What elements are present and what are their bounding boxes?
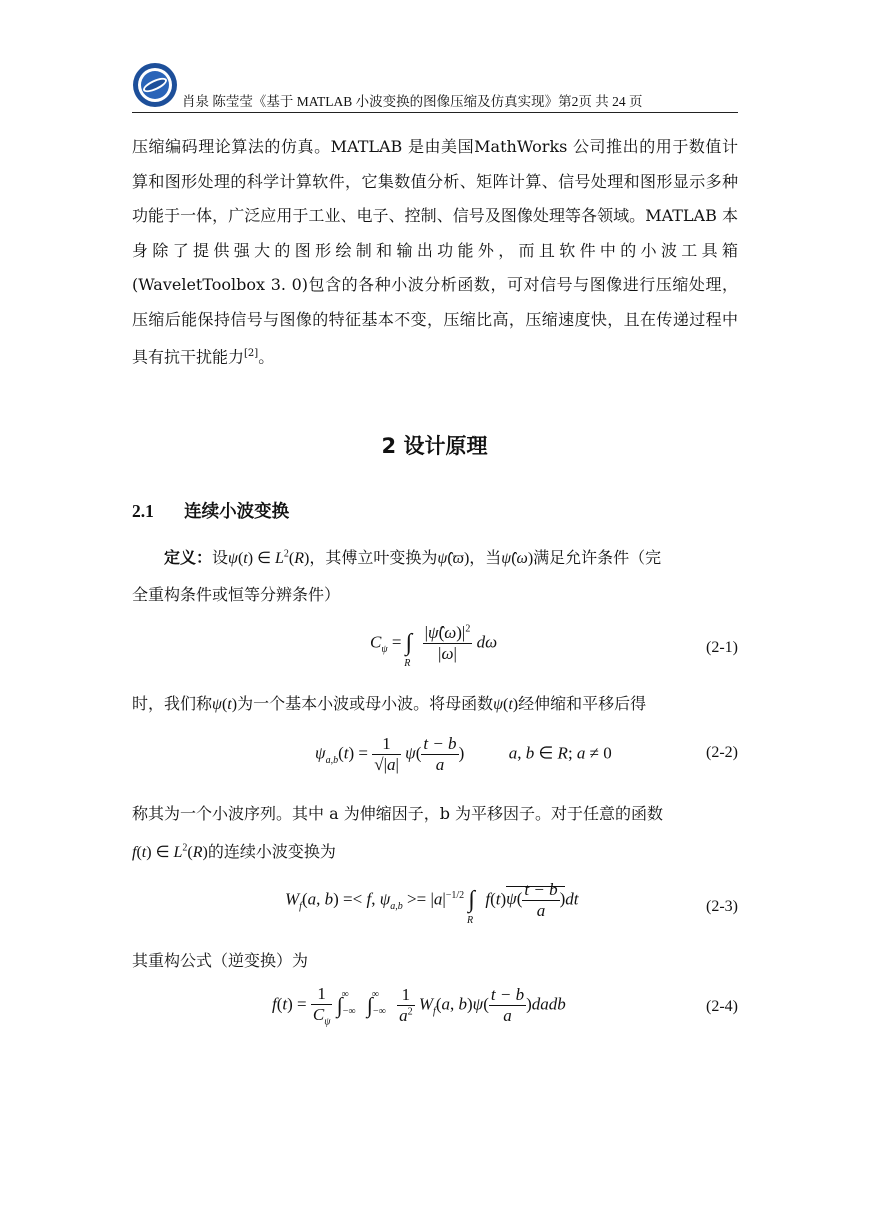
paragraph-reconstruction: 其重构公式（逆变换）为 <box>132 951 309 970</box>
paragraph-mother-wavelet: 时，我们称ψ(t)为一个基本小波或母小波。将母函数ψ(t)经伸缩和平移后得 <box>132 694 647 713</box>
section-number: 2.1 <box>132 501 154 521</box>
header-title: 肖泉 陈莹莹《基于 MATLAB 小波变换的图像压缩及仿真实现》第2页 共 24 页 <box>182 94 643 109</box>
definition-text-4: 满足允许条件（完 <box>533 548 662 567</box>
intro-text: 压缩编码理论算法的仿真。MATLAB 是由美国MathWorks 公司推出的用于数值计算和图形处理的科学计算软件，它集数值分析、矩阵计算、信号处理和图形显示多种功能于一体，广泛应用于工业、电子、控制、信号及图像处理等各领域。MATLAB 本身除了提供强大的图形绘制和输出功能外，而且软件中的小波工具箱(WaveletToolbox 3. 0)包含的各种小波分析函数，可对信号与图像进行压缩处理，压缩后能保持信号与图像的特征基本不变，压缩比高，压缩速度快，且在传递过程中具有抗干扰能力 <box>132 137 738 367</box>
equation-2-1: $C_\psi = \int_R$ $\frac{|\psî(\omega)|^2}{|\omega|}$ dω (2-1) <box>370 623 738 669</box>
page-header <box>132 62 738 113</box>
citation: [2] <box>244 348 259 359</box>
mother-text-2: 为一个基本小波或母小波。将母函数 <box>237 694 494 713</box>
definition-text-1: 设 <box>212 548 229 567</box>
definition-line-1: 定义：设ψ(t) ∈ $L^2(R)$，其傅立叶变换为ψ̂(ϖ)，当ψ̂(ω)满足允许条件（完 <box>164 548 662 567</box>
equation-2-3: $W_f(a$, b) =< f, $\psi_{a,b} >= |a|^{-1/2}$ $\int_R$ f(t)ψ( $\frac{t - b}{a}$ )dt (2-3) <box>285 880 738 926</box>
section-heading <box>132 498 289 523</box>
equation-2-2: $\psi_{a,b}(t)$ = $\frac{1}{√|a|}$ ψ( $\frac{t - b}{a}$ ) a, b ∈ R; a ≠ 0 (2-2) <box>315 734 738 774</box>
cwt-intro-text: 的连续小波变换为 <box>207 842 336 861</box>
intro-end: 。 <box>258 347 275 367</box>
intro-paragraph <box>132 130 738 375</box>
equation-number: (2-1) <box>706 639 738 656</box>
chapter-title: 2 设计原理 <box>381 434 488 458</box>
paragraph-wavelet-sequence: 称其为一个小波序列。其中 a 为伸缩因子，b 为平移因子。对于任意的函数 <box>132 804 664 823</box>
definition-line-2: 全重构条件或恒等分辨条件） <box>132 585 341 604</box>
university-logo-icon <box>132 62 178 108</box>
definition-text-3: ，当 <box>469 548 502 567</box>
equation-number: (2-2) <box>706 744 738 761</box>
equation-number: (2-3) <box>706 898 738 915</box>
section-title: 连续小波变换 <box>184 502 290 522</box>
equation-number: (2-4) <box>706 998 738 1015</box>
definition-text-2: ，其傅立叶变换为 <box>309 548 438 567</box>
equation-2-4: f(t) = $\frac{1}{C_\psi}$ $\int_{-\infty}^\infty$ $\int_{-\infty}^\infty$ $\frac{1}{a^2}$ $W_f(a$, b)ψ( $\frac{t - b}{a}$ )dadb (2-4) <box>272 984 738 1028</box>
paragraph-cwt-intro: f(t) ∈ $L^2(R)$的连续小波变换为 <box>132 842 336 861</box>
mother-text-3: 经伸缩和平移后得 <box>518 694 647 713</box>
definition-label: 定义： <box>164 548 213 567</box>
mother-text-1: 时，我们称 <box>132 694 213 713</box>
